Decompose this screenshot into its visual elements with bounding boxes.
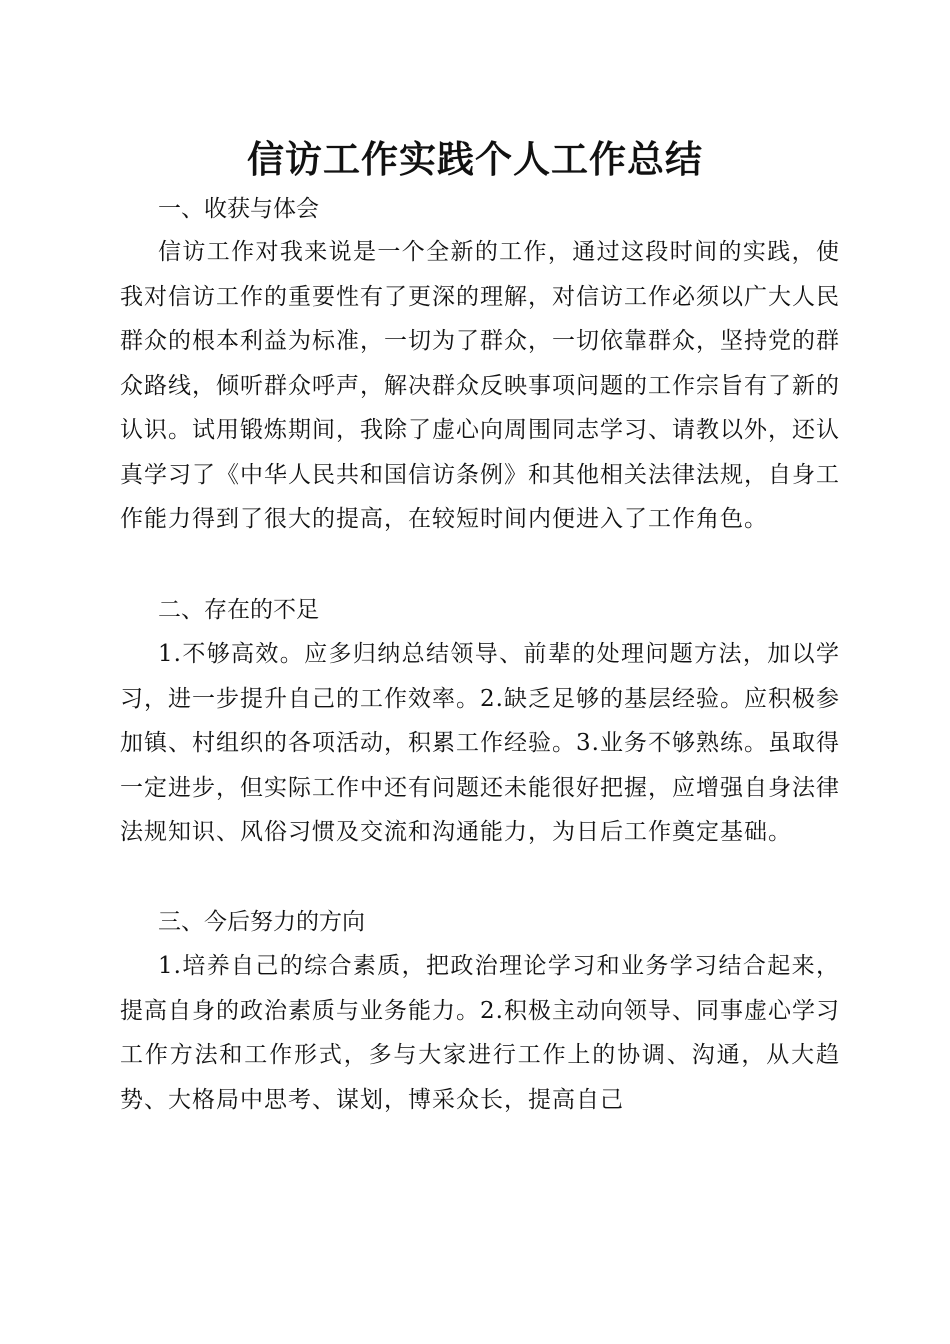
- section-heading-2: 二、存在的不足: [158, 597, 319, 623]
- section-body-2: 1.不够高效。应多归纳总结领导、前辈的处理问题方法，加以学习，进一步提升自己的工作效率。2.缺乏足够的基层经验。应积极参加镇、村组织的各项活动，积累工作经验。3.业务不够熟练。虽取得一定进步，但实际工作中还有问题还未能很好把握，应增强自身法律法规知识、风俗习惯及交流和沟通能力，为日后工作奠定基础。: [120, 641, 840, 845]
- section-body-1: 信访工作对我来说是一个全新的工作，通过这段时间的实践，使我对信访工作的重要性有了更深的理解，对信访工作必须以广大人民群众的根本利益为标准，一切为了群众，一切依靠群众，坚持党的群众路线，倾听群众呼声，解决群众反映事项问题的工作宗旨有了新的认识。试用锻炼期间，我除了虚心向周围同志学习、请教以外，还认真学习了《中华人民共和国信访条例》和其他相关法律法规，自身工作能力得到了很大的提高，在较短时间内便进入了工作角色。: [120, 239, 840, 532]
- section-body-3: 1.培养自己的综合素质，把政治理论学习和业务学习结合起来，提高自身的政治素质与业务能力。2.积极主动向领导、同事虚心学习工作方法和工作形式，多与大家进行工作上的协调、沟通，从大趋势、大格局中思考、谋划，博采众长，提高自己: [120, 953, 840, 1113]
- section-heading-1: 一、收获与体会: [158, 196, 319, 222]
- document-title: 信访工作实践个人工作总结: [247, 137, 703, 181]
- section-heading-3: 三、今后努力的方向: [158, 909, 365, 935]
